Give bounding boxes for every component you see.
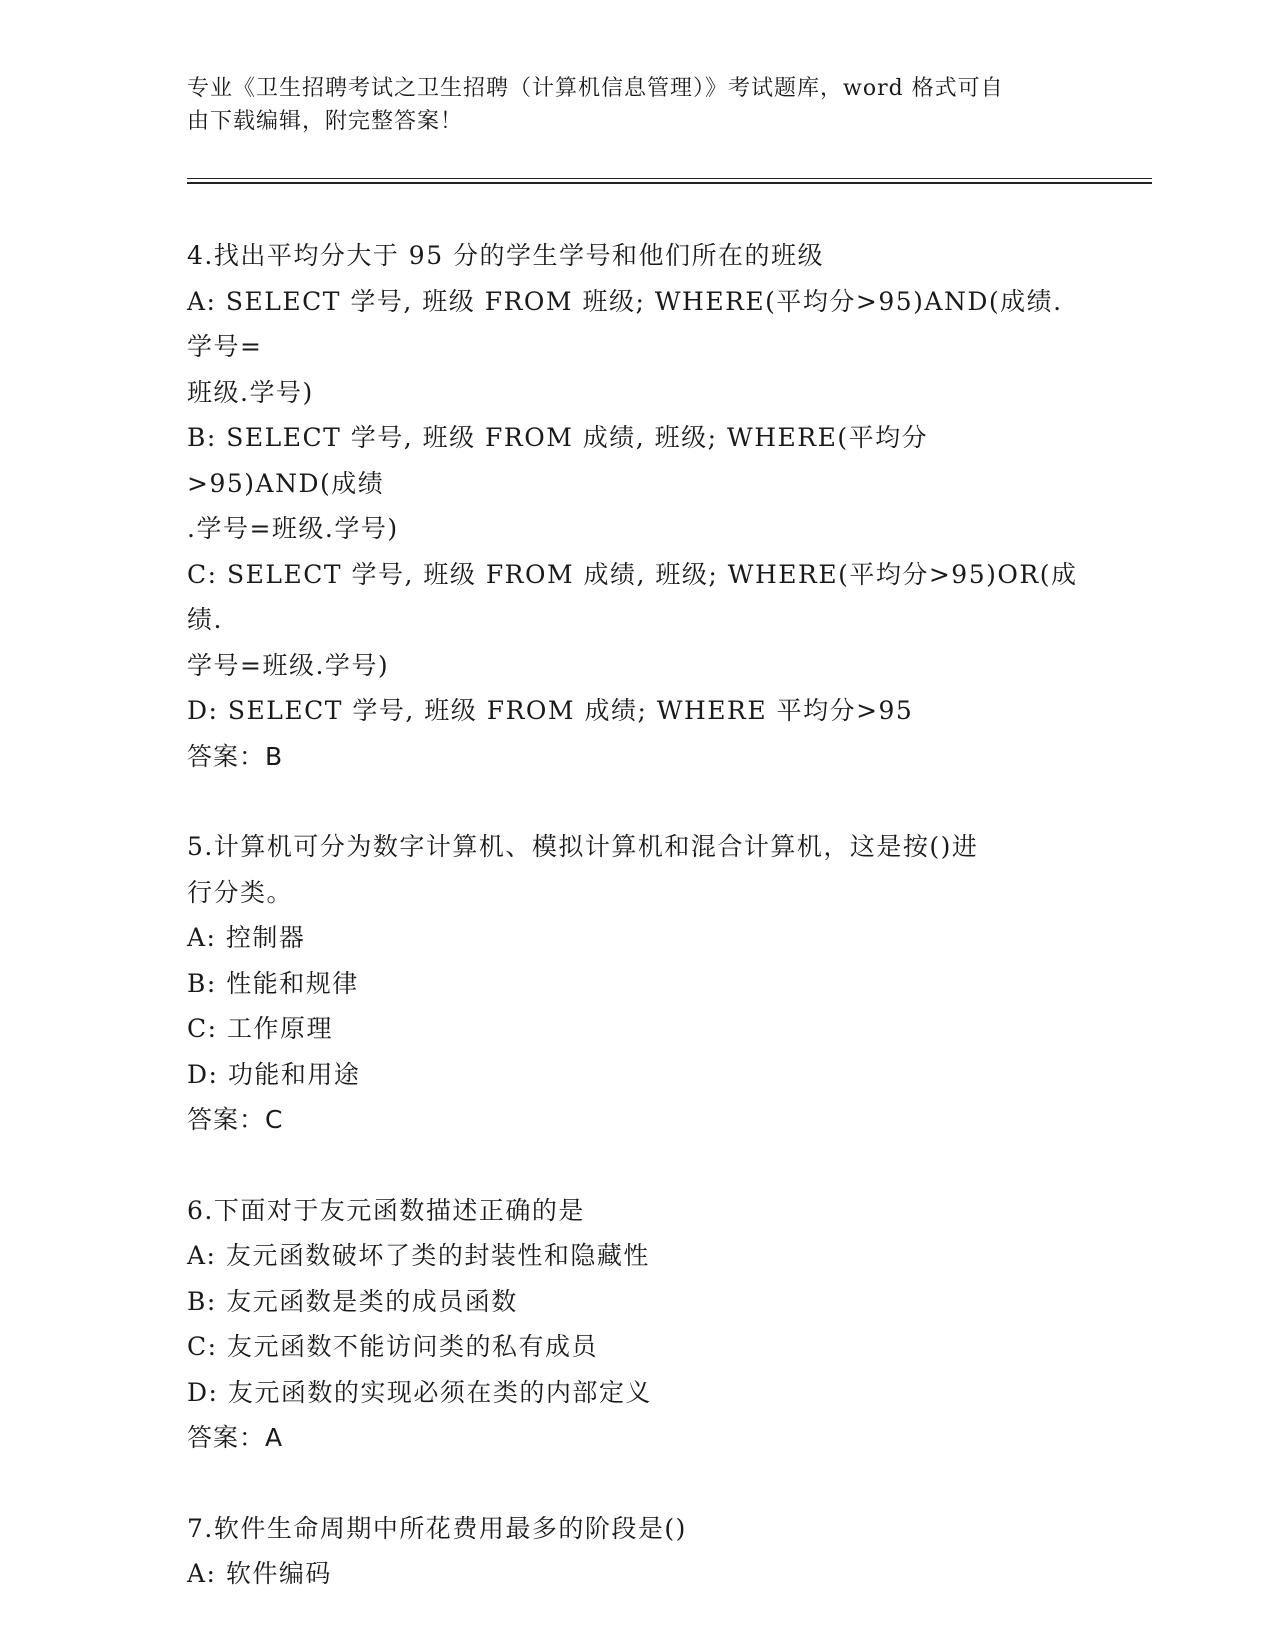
question-6-option-d: D: 友元函数的实现必须在类的内部定义 bbox=[187, 1377, 652, 1407]
question-7-stem: 7.软件生命周期中所花费用最多的阶段是() bbox=[187, 1513, 687, 1543]
question-5 bbox=[187, 824, 1087, 1143]
question-6-answer: 答案：A bbox=[187, 1423, 284, 1452]
question-4-option-c: C: SELECT 学号, 班级 FROM 成绩, 班级; WHERE(平均分>95)OR(成绩. bbox=[187, 559, 1078, 634]
question-4-option-c-cont: 学号=班级.学号) bbox=[187, 650, 390, 680]
question-4-option-a-cont: 班级.学号) bbox=[187, 377, 314, 407]
question-7-option-a: A: 软件编码 bbox=[187, 1559, 332, 1588]
question-5-stem-cont: 行分类。 bbox=[187, 877, 294, 907]
question-4-option-b: B: SELECT 学号, 班级 FROM 成绩, 班级; WHERE(平均分>95)AND(成绩 bbox=[187, 423, 929, 498]
question-4-option-b-cont: .学号=班级.学号) bbox=[187, 514, 399, 543]
question-list bbox=[187, 233, 1087, 1642]
header-line-1: 专业《卫生招聘考试之卫生招聘（计算机信息管理）》考试题库，word 格式可自 bbox=[187, 76, 1004, 101]
header-divider-thin bbox=[187, 178, 1152, 179]
question-5-option-b: B: 性能和规律 bbox=[187, 968, 359, 998]
question-5-answer: 答案：C bbox=[187, 1105, 284, 1134]
document-header bbox=[187, 72, 1067, 138]
question-6-option-a: A: 友元函数破坏了类的封装性和隐藏性 bbox=[187, 1241, 650, 1270]
question-5-option-a: A: 控制器 bbox=[187, 923, 306, 952]
question-5-option-c: C: 工作原理 bbox=[187, 1014, 333, 1043]
question-4-stem: 4.找出平均分大于 95 分的学生学号和他们所在的班级 bbox=[187, 241, 825, 270]
question-7 bbox=[187, 1506, 1087, 1597]
header-line-2: 由下载编辑，附完整答案！ bbox=[187, 109, 464, 134]
question-6-stem: 6.下面对于友元函数描述正确的是 bbox=[187, 1195, 585, 1225]
question-5-stem: 5.计算机可分为数字计算机、模拟计算机和混合计算机，这是按()进 bbox=[187, 832, 979, 861]
question-6-option-c: C: 友元函数不能访问类的私有成员 bbox=[187, 1332, 598, 1361]
question-6-option-b: B: 友元函数是类的成员函数 bbox=[187, 1286, 518, 1316]
question-5-option-d: D: 功能和用途 bbox=[187, 1059, 361, 1089]
question-4-option-d: D: SELECT 学号, 班级 FROM 成绩; WHERE 平均分>95 bbox=[187, 696, 914, 725]
question-6 bbox=[187, 1188, 1087, 1461]
header-divider-thick bbox=[187, 182, 1152, 184]
question-4 bbox=[187, 233, 1087, 779]
question-4-answer: 答案：B bbox=[187, 741, 284, 771]
question-4-option-a: A: SELECT 学号, 班级 FROM 班级; WHERE(平均分>95)AND(成绩.学号= bbox=[187, 286, 1063, 361]
